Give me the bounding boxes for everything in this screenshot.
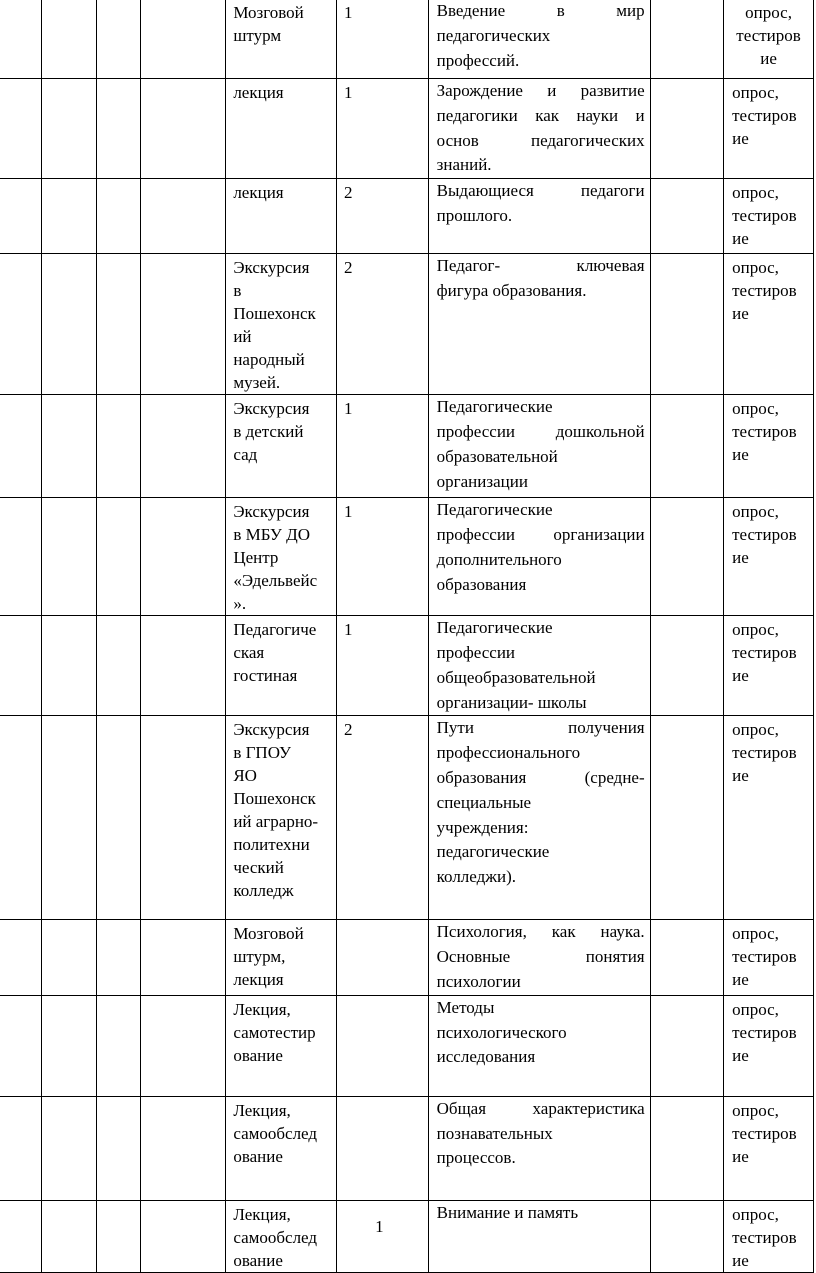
hours-cell [336, 1096, 428, 1200]
table-row [0, 498, 814, 616]
control-cell [724, 716, 814, 920]
control-cell [724, 0, 814, 79]
control-text: тестиров [732, 1123, 797, 1143]
topic-text: прошлого. [436, 205, 513, 225]
topic-cell [428, 179, 650, 254]
topic-text: психологического [436, 1022, 567, 1042]
topic-cell [428, 79, 650, 179]
form-text: музей. [233, 373, 281, 393]
empty-cell-1 [0, 498, 42, 616]
control-text: ие [732, 548, 749, 568]
form-cell [226, 1200, 337, 1272]
empty-cell-2 [42, 1200, 97, 1272]
empty-cell-2 [42, 920, 97, 995]
empty-cell-3 [96, 995, 140, 1096]
form-text: ование [233, 1146, 283, 1166]
form-cell [226, 616, 337, 716]
control-cell [724, 616, 814, 716]
topic-cell [428, 1096, 650, 1200]
topic-text: процессов. [436, 1148, 516, 1168]
topic-text: колледжи). [436, 867, 517, 887]
form-text: народный [233, 350, 305, 370]
form-text: ование [233, 1045, 283, 1065]
hours-cell [336, 1200, 428, 1272]
empty-cell-1 [0, 1096, 42, 1200]
table-row [0, 79, 814, 179]
topic-cell [428, 395, 650, 498]
topic-text: психологии [436, 971, 521, 991]
table-row [0, 1096, 814, 1200]
hours-text: 2 [343, 258, 353, 278]
empty-cell-8 [650, 254, 723, 395]
empty-cell-8 [650, 1096, 723, 1200]
empty-cell-4 [141, 1200, 226, 1272]
form-text: политехни [233, 835, 310, 855]
topic-text: Педагогические [436, 397, 553, 417]
hours-text: 1 [375, 1216, 384, 1236]
form-text: Мозговой [233, 924, 304, 944]
control-text: тестиров [732, 281, 797, 301]
form-text: ». [233, 594, 247, 614]
topic-text: Основные понятия [436, 947, 645, 967]
form-text: лекция [233, 83, 284, 102]
empty-cell-1 [0, 395, 42, 498]
empty-cell-2 [42, 79, 97, 179]
form-text: Пошехонск [233, 304, 316, 324]
table-row [0, 395, 814, 498]
empty-cell-3 [96, 1096, 140, 1200]
hours-cell [336, 254, 428, 395]
topic-text: исследования [436, 1047, 536, 1067]
form-text: самообслед [233, 1123, 318, 1143]
form-text: Экскурсия [233, 502, 310, 522]
control-text: тестиров [732, 422, 797, 442]
form-text: ий [233, 327, 252, 347]
form-text: штурм, [233, 947, 286, 967]
control-cell [724, 179, 814, 254]
hours-text: 1 [343, 3, 353, 22]
hours-cell [336, 79, 428, 179]
control-text: тестиров [732, 947, 797, 967]
form-text: самообслед [233, 1227, 318, 1247]
topic-text: Зарождение и развитие [436, 81, 645, 100]
hours-text: 1 [343, 502, 353, 522]
empty-cell-4 [141, 995, 226, 1096]
control-text: ие [732, 229, 749, 249]
form-text: ческий [233, 858, 284, 878]
empty-cell-2 [42, 179, 97, 254]
control-text: опрос, [732, 502, 779, 522]
topic-text: профессионального [436, 743, 581, 763]
topic-text: общеобразовательной [436, 667, 596, 687]
control-text: ие [732, 304, 749, 324]
empty-cell-4 [141, 920, 226, 995]
table-row [0, 716, 814, 920]
topic-text: дополнительного [436, 549, 562, 569]
topic-text: Внимание и память [436, 1202, 579, 1222]
empty-cell-4 [141, 0, 226, 79]
table-row [0, 995, 814, 1096]
form-text: Лекция, [233, 1204, 291, 1224]
control-text: опрос, [732, 999, 779, 1019]
form-text: Центр [233, 548, 279, 568]
control-text: ие [732, 666, 749, 686]
topic-text: организации- школы [436, 692, 587, 712]
control-text: тестиров [732, 206, 797, 226]
empty-cell-2 [42, 254, 97, 395]
form-text: «Эдельвейс [233, 571, 318, 591]
hours-cell [336, 0, 428, 79]
control-cell [724, 254, 814, 395]
topic-text: Педагогические [436, 500, 553, 520]
empty-cell-1 [0, 920, 42, 995]
control-text: опрос, [745, 3, 792, 22]
empty-cell-1 [0, 0, 42, 79]
empty-cell-4 [141, 616, 226, 716]
form-cell [226, 0, 337, 79]
topic-text: специальные [436, 792, 532, 812]
control-text: ие [732, 1146, 749, 1166]
form-text: ий аграрно- [233, 812, 319, 832]
empty-cell-3 [96, 920, 140, 995]
form-cell [226, 79, 337, 179]
empty-cell-3 [96, 0, 140, 79]
empty-cell-4 [141, 716, 226, 920]
empty-cell-2 [42, 0, 97, 79]
topic-text: познавательных [436, 1123, 553, 1143]
form-cell [226, 1096, 337, 1200]
control-cell [724, 498, 814, 616]
empty-cell-8 [650, 1200, 723, 1272]
empty-cell-3 [96, 179, 140, 254]
table-row [0, 920, 814, 995]
form-text: Мозговой штурм [233, 3, 304, 45]
topic-text: образования (средне- [436, 767, 645, 787]
empty-cell-8 [650, 920, 723, 995]
hours-cell [336, 179, 428, 254]
form-cell [226, 995, 337, 1096]
empty-cell-2 [42, 716, 97, 920]
topic-text: Выдающиеся педагоги [436, 181, 645, 201]
empty-cell-4 [141, 179, 226, 254]
topic-text: педагогические [436, 842, 550, 862]
empty-cell-8 [650, 995, 723, 1096]
empty-cell-1 [0, 79, 42, 179]
form-cell [226, 920, 337, 995]
empty-cell-1 [0, 716, 42, 920]
hours-cell [336, 716, 428, 920]
hours-cell [336, 616, 428, 716]
empty-cell-3 [96, 1200, 140, 1272]
control-text: опрос, [732, 258, 779, 278]
topic-cell [428, 254, 650, 395]
form-text: Экскурсия [233, 258, 310, 278]
control-text: опрос, [732, 183, 779, 203]
control-text: тестиров [732, 525, 797, 545]
control-cell [724, 995, 814, 1096]
topic-text: учреждения: [436, 817, 529, 837]
control-text: опрос, [732, 620, 779, 640]
control-cell [724, 1096, 814, 1200]
table-row [0, 616, 814, 716]
form-text: ЯО [233, 766, 257, 786]
topic-text: Введение в мир [436, 1, 645, 20]
form-text: ская [233, 643, 265, 663]
topic-cell [428, 498, 650, 616]
table-row [0, 1200, 814, 1272]
form-cell [226, 498, 337, 616]
hours-text: 1 [343, 399, 353, 419]
topic-cell [428, 716, 650, 920]
topic-cell [428, 616, 650, 716]
empty-cell-1 [0, 1200, 42, 1272]
control-text: опрос, [732, 83, 779, 102]
control-text: опрос, [732, 1100, 779, 1120]
form-cell [226, 716, 337, 920]
hours-text: 1 [343, 620, 353, 640]
topic-text: Педагог- ключевая [436, 256, 645, 276]
empty-cell-4 [141, 395, 226, 498]
control-text: тестиров [732, 743, 797, 763]
empty-cell-1 [0, 995, 42, 1096]
empty-cell-3 [96, 79, 140, 179]
table-row [0, 254, 814, 395]
control-text: тестиров [732, 1022, 797, 1042]
control-text: опрос, [732, 399, 779, 419]
form-text: ование [233, 1250, 283, 1270]
topic-text: Пути получения [436, 718, 645, 738]
topic-text: фигура образования. [436, 280, 587, 300]
empty-cell-4 [141, 254, 226, 395]
form-cell [226, 254, 337, 395]
control-text: тестиров [732, 1227, 797, 1247]
empty-cell-2 [42, 616, 97, 716]
form-text: в [233, 281, 242, 301]
form-text: лекция [233, 183, 284, 203]
topic-text: Педагогические [436, 618, 553, 638]
form-text: Педагогиче [233, 620, 317, 640]
empty-cell-8 [650, 79, 723, 179]
empty-cell-8 [650, 179, 723, 254]
empty-cell-3 [96, 716, 140, 920]
topic-text: профессии [436, 642, 516, 662]
form-text: в МБУ ДО [233, 525, 311, 545]
hours-text: 1 [343, 83, 353, 102]
empty-cell-1 [0, 254, 42, 395]
form-text: в ГПОУ [233, 743, 292, 763]
empty-cell-8 [650, 395, 723, 498]
empty-cell-8 [650, 716, 723, 920]
control-cell [724, 1200, 814, 1272]
empty-cell-4 [141, 79, 226, 179]
topic-text: знаний. [436, 155, 492, 175]
empty-cell-1 [0, 616, 42, 716]
empty-cell-4 [141, 498, 226, 616]
hours-text: 2 [343, 183, 353, 203]
hours-cell [336, 498, 428, 616]
hours-text: 2 [343, 720, 353, 740]
control-text: ие [732, 129, 749, 148]
topic-cell [428, 995, 650, 1096]
empty-cell-3 [96, 395, 140, 498]
empty-cell-3 [96, 498, 140, 616]
hours-cell [336, 920, 428, 995]
control-text: тестиров [736, 26, 801, 45]
empty-cell-8 [650, 498, 723, 616]
control-text: опрос, [732, 1204, 779, 1224]
topic-cell [428, 1200, 650, 1272]
form-text: колледж [233, 881, 294, 901]
topic-text: Психология, как наука. [436, 922, 645, 942]
topic-cell [428, 920, 650, 995]
table-row [0, 0, 814, 79]
control-text: тестиров [732, 106, 797, 125]
form-cell [226, 395, 337, 498]
topic-text: Методы [436, 997, 495, 1017]
form-text: сад [233, 445, 258, 465]
control-cell [724, 79, 814, 179]
topic-text: профессий. [436, 50, 520, 70]
control-cell [724, 395, 814, 498]
form-text: Пошехонск [233, 789, 316, 809]
control-text: ие [732, 1250, 749, 1270]
control-text: ие [732, 445, 749, 465]
control-cell [724, 920, 814, 995]
topic-text: профессии организации [436, 524, 645, 544]
form-text: Лекция, [233, 1100, 291, 1120]
empty-cell-4 [141, 1096, 226, 1200]
empty-cell-1 [0, 179, 42, 254]
topic-text: профессии дошкольной [436, 421, 645, 441]
control-text: ие [732, 766, 749, 786]
empty-cell-2 [42, 395, 97, 498]
topic-text: педагогики как науки и [436, 105, 645, 125]
control-text: тестиров [732, 643, 797, 663]
hours-cell [336, 395, 428, 498]
empty-cell-3 [96, 254, 140, 395]
topic-text: образования [436, 574, 527, 594]
empty-cell-2 [42, 1096, 97, 1200]
topic-text: образовательной [436, 446, 558, 466]
empty-cell-2 [42, 995, 97, 1096]
topic-text: педагогических [436, 25, 551, 45]
form-text: Экскурсия [233, 720, 310, 740]
control-text: ие [732, 1045, 749, 1065]
form-text: гостиная [233, 666, 298, 686]
empty-cell-8 [650, 0, 723, 79]
hours-cell [336, 995, 428, 1096]
form-text: лекция [233, 970, 284, 990]
empty-cell-3 [96, 616, 140, 716]
table-row [0, 179, 814, 254]
control-text: ие [760, 49, 777, 68]
topic-text: основ педагогических [436, 130, 645, 150]
form-cell [226, 179, 337, 254]
topic-text: организации [436, 471, 528, 491]
empty-cell-2 [42, 498, 97, 616]
control-text: опрос, [732, 924, 779, 944]
form-text: Лекция, [233, 999, 291, 1019]
form-text: самотестир [233, 1022, 316, 1042]
form-text: Экскурсия [233, 399, 310, 419]
topic-text: Общая характеристика [436, 1098, 645, 1118]
empty-cell-8 [650, 616, 723, 716]
control-text: опрос, [732, 720, 779, 740]
form-text: в детский [233, 422, 304, 442]
topic-cell [428, 0, 650, 79]
control-text: ие [732, 970, 749, 990]
